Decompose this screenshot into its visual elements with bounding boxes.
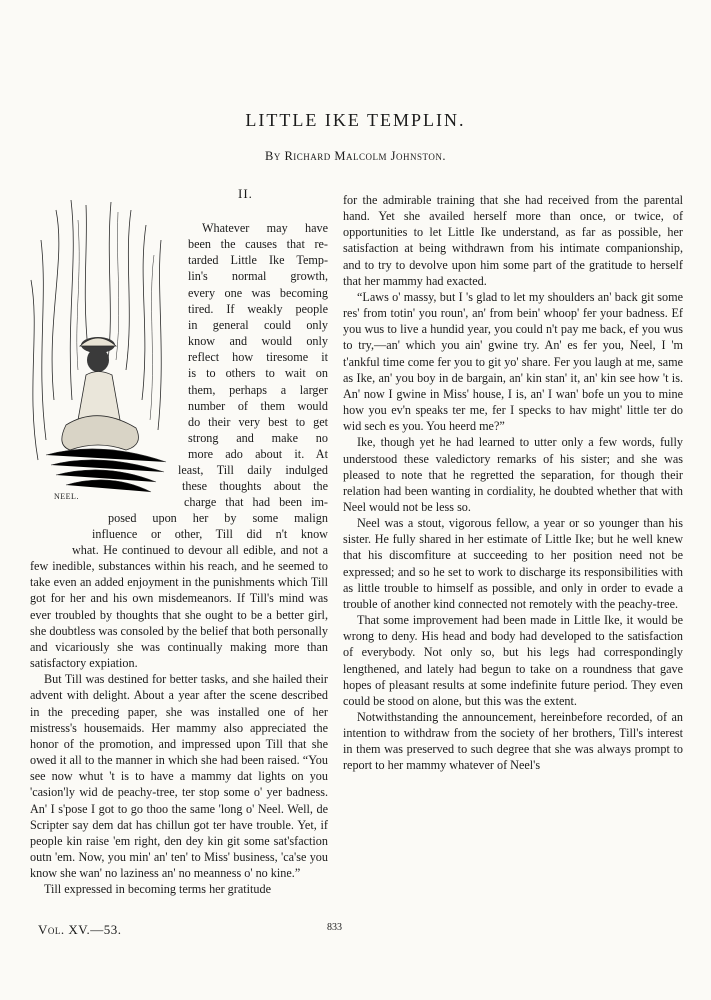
wrapped-line: know and would only xyxy=(188,334,328,349)
wrapped-line: do their very best to get xyxy=(188,414,328,429)
wrapped-line: strong and make no xyxy=(188,431,328,446)
wrapped-line: them, perhaps a larger xyxy=(188,382,328,397)
wrapped-line: is to others to wait on xyxy=(188,366,328,381)
wrapped-line: number of them would xyxy=(188,398,328,413)
paragraph: Ike, though yet he had learned to utter only a few words, fully understood these valedictory remarks of his sister; and she was pleased to note that he regretted the separation, for though their relation had been wanting in cordiality, he doubted whether that with Neel would not be less so. xyxy=(343,435,683,514)
wrapped-line: Whatever may have xyxy=(202,221,328,235)
section-number: II. xyxy=(238,186,253,201)
paragraph: Neel was a stout, vigorous fellow, a year or so younger than his sister. He fully shared in her estimate of Little Ike; but he well knew that his discomfiture at succeeding to her position need not be expressed; and so he set to work to discharge its responsibilities with as little trouble to himself as possible, and only in order to evade a trouble of another kind connected not remotely with the peachy-tree. xyxy=(343,516,683,611)
left-column-wrapped-text-lower xyxy=(178,462,328,510)
wrapped-line: posed upon her by some malign xyxy=(108,511,328,525)
left-column-wrapped-text-bottom xyxy=(92,510,328,542)
wrapped-line: tarded Little Ike Temp- xyxy=(188,253,328,268)
wrapped-line: lin's normal growth, xyxy=(188,269,328,284)
page-number: 833 xyxy=(327,922,342,933)
wrapped-line: charge that had been im- xyxy=(184,495,328,510)
wrapped-line: reflect how tiresome it xyxy=(188,350,328,365)
wrapped-line: tired. If weakly people xyxy=(188,301,328,316)
wrapped-line: least, Till daily indulged xyxy=(178,463,328,477)
page-title: LITTLE IKE TEMPLIN. xyxy=(245,110,466,130)
wrapped-line: been the causes that re- xyxy=(188,237,328,252)
wrapped-line: influence or other, Till did n't know xyxy=(92,527,328,542)
paragraph: for the admirable training that she had received from the parental hand. Yet she availed herself more than once, or twice, of opportunities to let Little Ike understand, as far as possible, her satisfaction at being withdrawn from his intimate companionship, and to try to devolve upon him some part of the gratitude to herself that her mammy had exacted. xyxy=(343,193,683,288)
paragraph: Notwithstanding the announcement, hereinbefore recorded, of an intention to withdraw from the society of her brothers, Till's interest in them was preserved to such degree that she was always prompt to report to her mammy whatever of Neel's xyxy=(343,710,683,773)
illustration-caption: NEEL. xyxy=(54,492,79,501)
paragraph: what. He continued to devour all edible, and not a few inedible, substances within his reach, and he seemed to take even an added enjoyment in the punishments which Till got for her and his own misdemeanors. If Till's mind was ever troubled by thoughts that she ought to be a better girl, she doubtless was consoled by the belief that both personally and vicariously she was continually making more than satisfactory expiation. xyxy=(30,543,328,671)
wrapped-line: more ado about it. At xyxy=(188,447,328,462)
byline: By Richard Malcolm Johnston. xyxy=(265,149,446,163)
wrapped-line: these thoughts about the xyxy=(182,479,328,494)
paragraph: That some improvement had been made in Little Ike, it would be wrong to deny. His head and body had developed to the satisfaction of everybody. Not only so, but his legs had correspondingly lengthened, and lately had begun to take on a roundness that gave hopes of pleasant results at some indefinite future period. They even could be stood on alone, but this was the extent. xyxy=(343,613,683,708)
neel-illustration xyxy=(16,200,186,510)
wrapped-line: in general could only xyxy=(188,317,328,332)
paragraph: Till expressed in becoming terms her gratitude xyxy=(44,882,272,897)
left-column-wrapped-text xyxy=(188,220,328,462)
right-column-body xyxy=(343,192,683,774)
paragraph: But Till was destined for better tasks, and she hailed their advent with delight. About a year after the scene described in the preceding paper, she was installed one of her mistress's housemaids. Her mammy also appreciated the honor of the promotion, and impressed upon Till that she owed it all to the manner in which she had been raised. “You see now whut 't is to have a mammy dat lights on you 'casion'ly wid de peachy-tree, ter stop some o' yer badness. An' I s'pose I got to go thoo the same 'long o' Neel. Well, de Scripter say dem dat has chillun got ter have trouble. Yet, if people kin raise 'em right, den dey kin git some sat'sfaction outn 'em. Now, you min' an' ten' to Miss' business, 'ca'se you know she wan' no laziness an' no meanness o' no kine.” xyxy=(30,672,328,881)
wrapped-line: every one was becoming xyxy=(188,285,328,300)
left-column-body xyxy=(30,542,328,897)
volume-footer: Vol. XV.—53. xyxy=(38,922,122,937)
paragraph: “Laws o' massy, but I 's glad to let my shoulders an' back git some res' from totin' you roun', an' from bein' whoop' fer your badness. Ef you wus to live a hundid year, you could n't pay me back, ef you wus to try,—an' which you ain' gwine try. An' es fer you, Neel, I 'm t'ankful time come fer you to git yo' share. Fer you laugh at me, same as Ike, an' you boy in de bargain, an' kin stan' it, an' kin see how 't is. An' now I gwine in Miss' house, I is, an' I wan' bofe un you to mine how you ev'n speaks ter me, fer I specks to hav might' little ter do wid sech es you. You heerd me?” xyxy=(343,289,683,434)
